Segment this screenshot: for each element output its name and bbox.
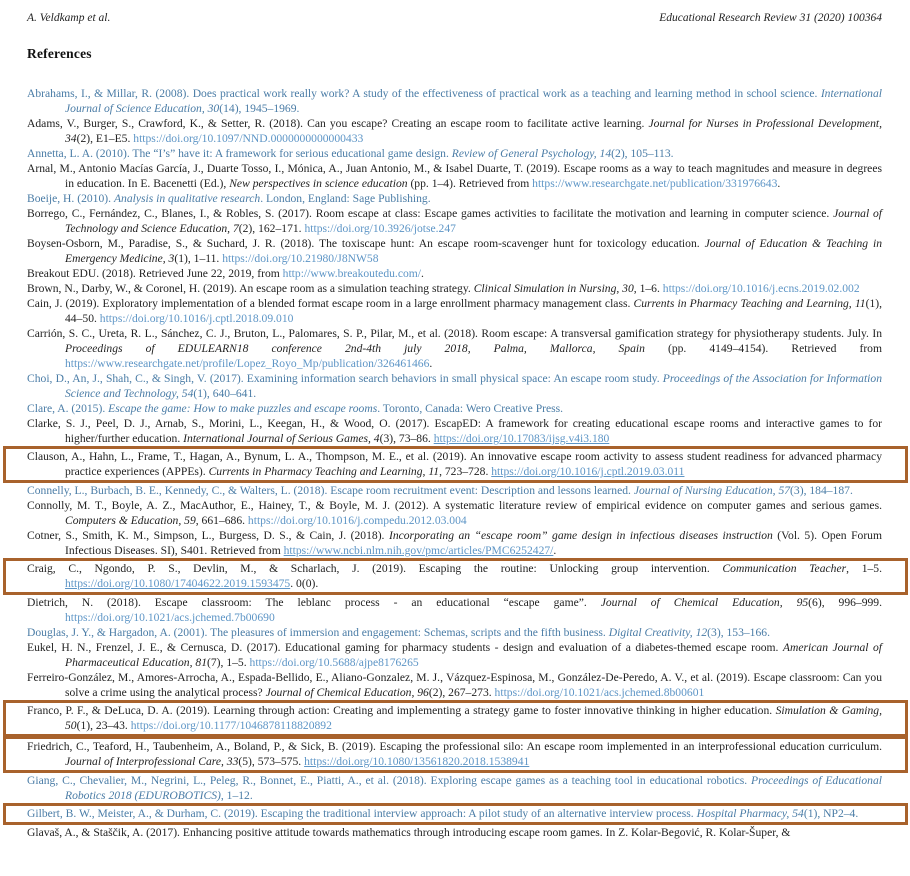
reference-source-italic: Currents in Pharmacy Teaching and Learning, 11 (633, 297, 866, 310)
reference-entry (27, 296, 882, 326)
reference-entry (27, 206, 882, 236)
reference-text: (5), 573–575. (238, 755, 305, 768)
reference-entry (27, 595, 882, 625)
reference-entry-highlighted (3, 736, 908, 773)
reference-source-italic: Incorporating an “escape room” game design in infectious diseases instruction (388, 529, 773, 542)
reference-text: (2), E1–E5. (76, 132, 134, 145)
reference-source-italic: Review of General Psychology, 14 (451, 147, 612, 160)
reference-text: (6), 996–999. (808, 596, 883, 609)
reference-text: Franco, P. F., & DeLuca, D. A. (2019). Learning through action: Creating and implementing a strategy game to foster innovative thinking in higher education. (27, 704, 776, 717)
reference-text: (pp. 1–4). Retrieved from (407, 177, 533, 190)
reference-entry (27, 401, 882, 416)
reference-source-italic: Proceedings of EDULEARN18 conference 2nd-4th july 2018, Palma, Mallorca, Spain (65, 342, 645, 355)
reference-source-italic: Journal of Technology and Science Education, 7 (65, 207, 883, 235)
reference-entry-highlighted (3, 446, 908, 483)
reference-link[interactable]: https://www.ncbi.nlm.nih.gov/pmc/articles/PMC6252427/ (283, 544, 554, 557)
reference-source-italic: Currents in Pharmacy Teaching and Learning, 11 (208, 465, 440, 478)
reference-source-italic: Journal for Nurses in Professional Development, 34 (65, 117, 882, 145)
references-list (27, 86, 882, 840)
reference-entry (27, 483, 882, 498)
reference-text: Cotner, S., Smith, K. M., Simpson, L., Burgess, D. S., & Cain, J. (2018). (27, 529, 389, 542)
reference-text: . (777, 177, 781, 190)
reference-entry (27, 371, 882, 401)
reference-text: Brown, N., Darby, W., & Coronel, H. (2019). An escape room as a simulation teaching strategy. (27, 282, 474, 295)
reference-text: . (429, 357, 433, 370)
reference-entry (27, 416, 882, 446)
reference-entry (27, 86, 882, 116)
reference-link[interactable]: https://doi.org/10.1021/acs.jchemed.8b00601 (494, 686, 705, 699)
reference-text: Dietrich, N. (2018). Escape classroom: The leblanc process - an educational “escape game”. (27, 596, 601, 609)
reference-entry (27, 236, 882, 266)
reference-text: Eukel, H. N., Frenzel, J. E., & Cernusca, D. (2017). Educational gaming for pharmacy students - design and evaluation of a diabetes-themed escape room. (27, 641, 783, 654)
reference-link[interactable]: https://doi.org/10.1016/j.compedu.2012.03.004 (247, 514, 467, 527)
reference-entry (27, 498, 882, 528)
reference-source-italic: American Journal of Pharmaceutical Education, 81 (65, 641, 882, 669)
reference-link[interactable]: https://doi.org/10.3926/jotse.247 (304, 222, 456, 235)
reference-text: Ferreiro-González, M., Amores-Arrocha, A., Espada-Bellido, E., Aliano-Gonzalez, M. J., Vázquez-Espinosa, M., González-De-Peredo, A. V., et al. (2019). Escape classroom: Can you solve a crime using the analytical process? (27, 671, 882, 699)
running-head (27, 12, 882, 24)
reference-source-italic: Escape the game: How to make puzzles and escape rooms (108, 402, 378, 415)
reference-text: , 661–686. (195, 514, 248, 527)
reference-source-italic: Proceedings of Educational Robotics 2018 (EDUROBOTICS) (65, 774, 883, 802)
reference-text: . (421, 267, 424, 280)
reference-entry (27, 266, 882, 281)
reference-link[interactable]: https://doi.org/10.5688/ajpe8176265 (249, 656, 419, 669)
reference-entry (27, 825, 882, 840)
reference-entry (27, 528, 882, 558)
reference-text: Arnal, M., Antonio Macías García, J., Duarte Tosso, I., Mónica, A., Juan Antonio, M., & Isabel Duarte, T. (2019). Escape rooms as a way to teach magnitudes and measure in degrees in education. In E. Bacenetti (Ed.), (27, 162, 882, 190)
reference-source-italic: Digital Creativity, 12 (608, 626, 708, 639)
reference-entry-highlighted (3, 700, 908, 737)
reference-text: , 1–5. (846, 562, 882, 575)
reference-text: Glavaš, A., & Staščik, A. (2017). Enhancing positive attitude towards mathematics through introducing escape room games. In Z. Kolar-Begović, R. Kolar-Šuper, & (27, 826, 791, 839)
reference-link[interactable]: https://doi.org/10.1080/13561820.2018.1538941 (304, 755, 530, 768)
reference-text: (2), 162–171. (238, 222, 305, 235)
reference-text: . London, England: Sage Publishing. (260, 192, 431, 205)
reference-entry (27, 161, 882, 191)
reference-source-italic: Proceedings of the Association for Information Science and Technology, 54 (65, 372, 883, 400)
reference-text: , 1–12. (220, 789, 253, 802)
reference-text: Breakout EDU. (2018). Retrieved June 22, 2019, from (27, 267, 283, 280)
reference-source-italic: Simulation & Gaming, 50 (65, 704, 883, 732)
reference-text: (3), 184–187. (790, 484, 853, 497)
running-head-journal: Educational Research Review 31 (2020) 100364 (659, 12, 882, 24)
reference-entry (27, 640, 882, 670)
reference-text: (2), 267–273. (428, 686, 495, 699)
reference-source-italic: Journal of Nursing Education, 57 (633, 484, 791, 497)
page-title: References (27, 46, 92, 61)
reference-text: (1), 640–641. (193, 387, 257, 400)
reference-source-italic: New perspectives in science education (229, 177, 408, 190)
reference-text: , 1–6. (633, 282, 663, 295)
reference-entry (27, 773, 882, 803)
reference-link[interactable]: https://doi.org/10.1016/j.cptl.2018.09.010 (99, 312, 294, 325)
reference-entry (27, 625, 882, 640)
reference-text: (3), 153–166. (707, 626, 770, 639)
reference-source-italic: Analysis in qualitative research (113, 192, 261, 205)
reference-text: Clarke, S. J., Peel, D. J., Arnab, S., Morini, L., Keegan, H., & Wood, O. (2017). EscapED: A framework for creating educational escape rooms and interactive games to for higher/further education. (27, 417, 882, 445)
reference-link[interactable]: https://doi.org/10.1080/17404622.2019.1593475 (65, 577, 291, 590)
reference-entry (27, 146, 882, 161)
reference-link[interactable]: http://www.breakoutedu.com/ (282, 267, 421, 280)
reference-source-italic: Journal of Chemical Education, 95 (600, 596, 809, 609)
reference-text: Craig, C., Ngondo, P. S., Devlin, M., & Scharlach, J. (2019). Escaping the routine: Unlocking group intervention. (27, 562, 723, 575)
reference-text: . Toronto, Canada: Wero Creative Press. (377, 402, 564, 415)
reference-entry-highlighted (3, 558, 908, 595)
reference-text: Gilbert, B. W., Meister, A., & Durham, C. (2019). Escaping the traditional interview approach: A pilot study of an alternative interview process. (27, 807, 697, 820)
reference-source-italic: International Journal of Science Education, 30 (65, 87, 882, 115)
reference-source-italic: Computers & Education, 59 (65, 514, 196, 527)
reference-link[interactable]: https://doi.org/10.21980/J8NW58 (222, 252, 379, 265)
reference-text: Boeije, H. (2010). (27, 192, 114, 205)
reference-text: , 723–728. (439, 465, 492, 478)
reference-text: Carrión, S. C., Ureta, R. L., Sánchez, C. J., Bruton, L., Palomares, S. P., Pilar, M., et al. (2018). Room escape: A transversal gamification strategy for physiotherapy students. July. In (27, 327, 882, 340)
reference-text: (7), 1–5. (207, 656, 250, 669)
reference-text: Douglas, J. Y., & Hargadon, A. (2001). The pleasures of immersion and engagement: Schemas, scripts and the fifth business. (27, 626, 609, 639)
reference-text: Clare, A. (2015). (27, 402, 109, 415)
reference-link[interactable]: https://doi.org/10.1177/1046878118820892 (130, 719, 332, 732)
reference-text: . 0(0). (290, 577, 319, 590)
reference-text: (1), 1–11. (174, 252, 223, 265)
reference-text: (1), 44–50. (65, 297, 882, 325)
reference-text: (2), 105–113. (611, 147, 674, 160)
reference-link[interactable]: https://doi.org/10.17083/ijsg.v4i3.180 (433, 432, 610, 445)
reference-text: Connolly, M. T., Boyle, A. Z., MacAuthor, E., Hainey, T., & Boyle, M. J. (2012). A systematic literature review of empirical evidence on computer games and serious games. (27, 499, 882, 512)
reference-source-italic: Communication Teacher (722, 562, 847, 575)
reference-entry (27, 116, 882, 146)
reference-entry-highlighted (3, 803, 908, 825)
reference-source-italic: Hospital Pharmacy, 54 (696, 807, 804, 820)
reference-text: (3), 73–86. (379, 432, 434, 445)
reference-text: Boysen-Osborn, M., Paradise, S., & Suchard, J. R. (2018). The toxiscape hunt: An escape room-scavenger hunt for toxicology education. (27, 237, 705, 250)
reference-link[interactable]: https://doi.org/10.1021/acs.jchemed.7b00690 (65, 611, 275, 624)
reference-entry (27, 191, 882, 206)
reference-text: Abrahams, I., & Millar, R. (2008). Does practical work really work? A study of the effectiveness of practical work as a teaching and learning method in school science. (27, 87, 821, 100)
reference-source-italic: Clinical Simulation in Nursing, 30 (473, 282, 634, 295)
reference-link[interactable]: https://doi.org/10.1016/j.ecns.2019.02.002 (662, 282, 860, 295)
reference-text: Adams, V., Burger, S., Crawford, K., & Setter, R. (2018). Can you escape? Creating an escape room to facilitate active learning. (27, 117, 649, 130)
running-head-author: A. Veldkamp et al. (27, 12, 111, 24)
reference-link[interactable]: https://doi.org/10.1016/j.cptl.2019.03.011 (491, 465, 685, 478)
reference-link[interactable]: https://www.researchgate.net/publication/331976643 (532, 177, 778, 190)
reference-text: . (553, 544, 557, 557)
reference-text: Borrego, C., Fernández, C., Blanes, I., & Robles, S. (2017). Room escape at class: Escape games activities to facilitate the motivation and learning in computer science. (27, 207, 834, 220)
reference-text: (Vol. 5). Open Forum Infectious Diseases. SI), S401. Retrieved from (65, 529, 882, 557)
reference-text: (14), 1945–1969. (219, 102, 300, 115)
reference-text: (pp. 4149–4154). Retrieved from (644, 342, 882, 355)
reference-text: Choi, D., An, J., Shah, C., & Singh, V. (2017). Examining information search behaviors in small physical space: An escape room study. (27, 372, 663, 385)
reference-text: Clauson, A., Hahn, L., Frame, T., Hagan, A., Bynum, L. A., Thompson, M. E., et al. (2019). An innovative escape room activity to assess student readiness for advanced pharmacy practice experiences (APPEs). (27, 450, 882, 478)
reference-text: (1), 23–43. (76, 719, 131, 732)
reference-text: Giang, C., Chevalier, M., Negrini, L., Peleg, R., Bonnet, E., Piatti, A., et al. (2018). Exploring escape games as a teaching tool in educational robotics. (27, 774, 752, 787)
reference-entry (27, 670, 882, 700)
reference-text: (1), NP2–4. (803, 807, 859, 820)
reference-text: Annetta, L. A. (2010). The “I’s” have it: A framework for serious educational game design. (27, 147, 452, 160)
reference-source-italic: Journal of Education & Teaching in Emergency Medicine, 3 (65, 237, 882, 265)
reference-source-italic: International Journal of Serious Games, 4 (183, 432, 380, 445)
reference-source-italic: Journal of Interprofessional Care, 33 (65, 755, 239, 768)
reference-text: Cain, J. (2019). Exploratory implementation of a blended format escape room in a large enrollment pharmacy management class. (27, 297, 634, 310)
reference-entry (27, 281, 882, 296)
reference-link[interactable]: https://doi.org/10.1097/NND.0000000000000433 (133, 132, 364, 145)
reference-link[interactable]: https://www.researchgate.net/profile/Lopez_Royo_Mp/publication/326461466 (65, 357, 430, 370)
reference-text: Friedrich, C., Teaford, H., Taubenheim, A., Boland, P., & Sick, B. (2019). Escaping the professional silo: An escape room implemented in an interprofessional education curriculum. (27, 740, 882, 753)
reference-text: Connelly, L., Burbach, B. E., Kennedy, C., & Walters, L. (2018). Escape room recruitment event: Description and lessons learned. (27, 484, 634, 497)
reference-source-italic: Journal of Chemical Education, 96 (265, 686, 429, 699)
reference-entry (27, 326, 882, 371)
